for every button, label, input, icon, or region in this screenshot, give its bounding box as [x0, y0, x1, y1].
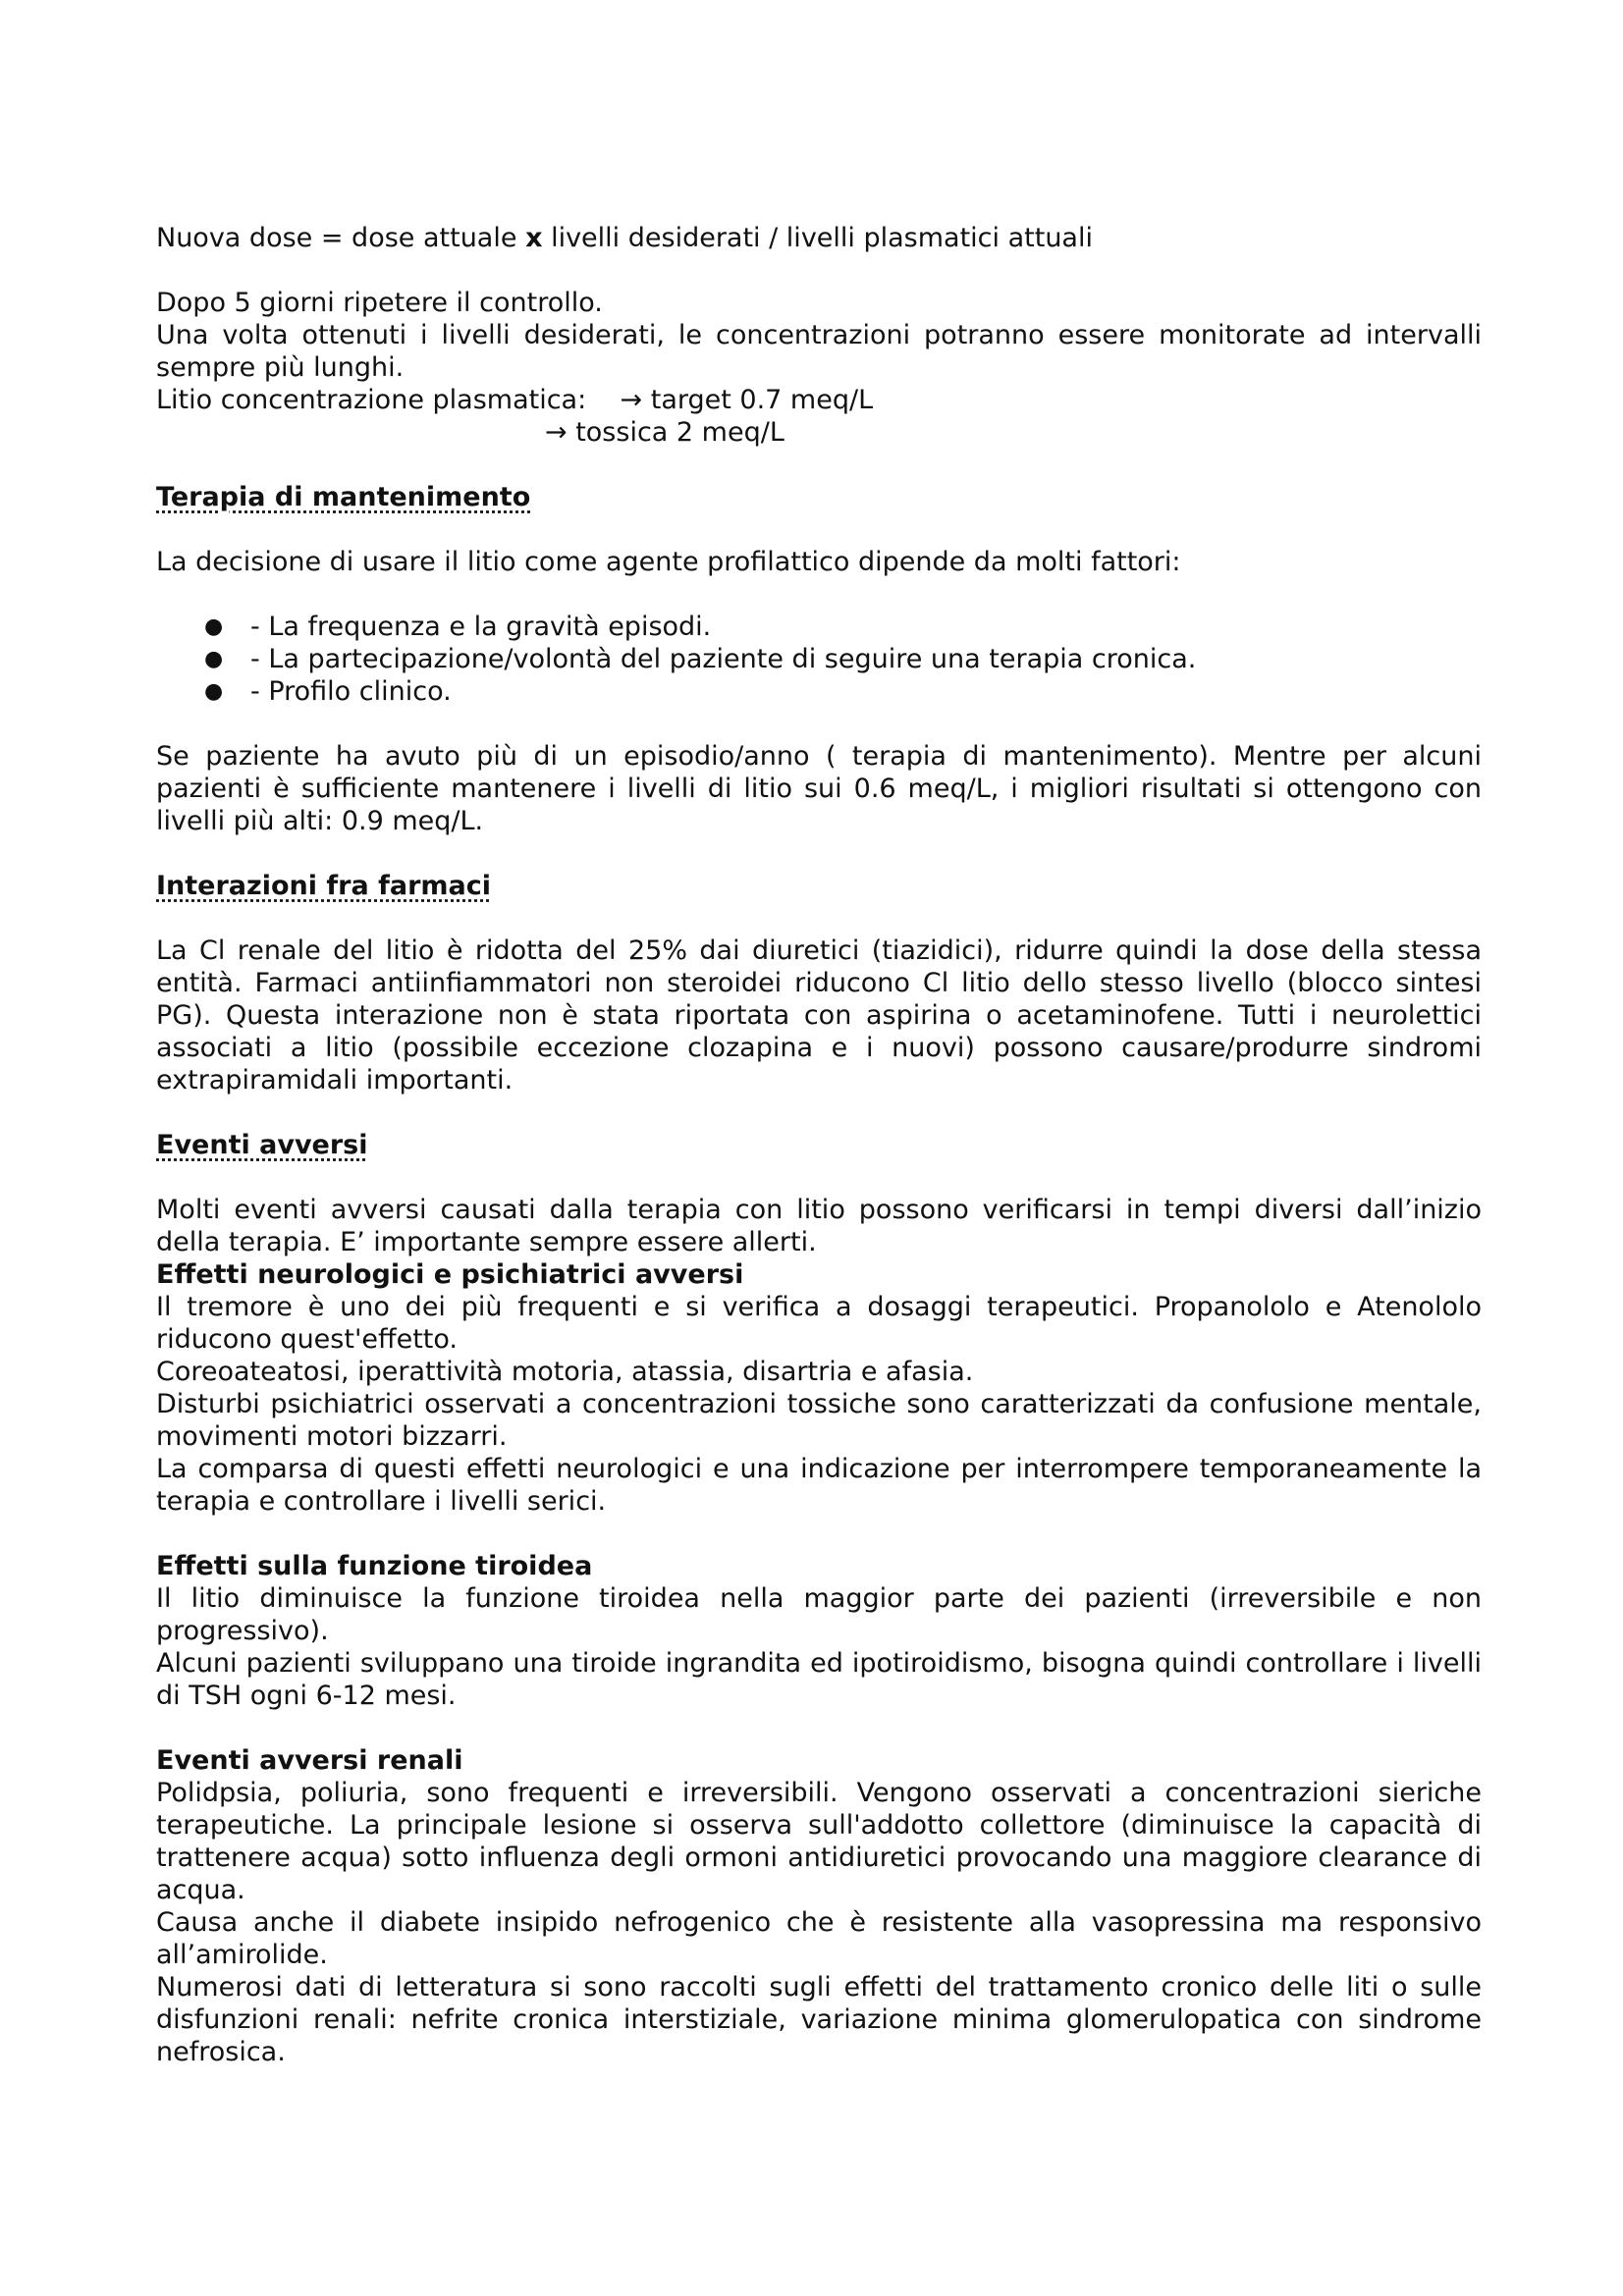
interactions-paragraph: La Cl renale del litio è ridotta del 25% dai diuretici (tiazidici), ridurre quindi la dose della stessa entità. Farmaci antiinfiammatori non steroidei riducono Cl litio dello stesso livello (blocco sintesi PG). Questa interazione non è stata riportata con aspirina o acetaminofene. Tutti i neurolettici associati a litio (possibile eccezione clozapina e i nuovi) possono causare/produrre sindromi extrapiramidali importanti.: [156, 935, 1482, 1095]
subheading-thyroid: Effetti sulla funzione tiroidea: [156, 1551, 593, 1581]
adverse-intro: Molti eventi avversi causati dalla terapia con litio possono verificarsi in tempi diversi dall’inizio della terapia. E’ importante sempre essere allerti.: [156, 1195, 1482, 1257]
maintenance-intro: La decisione di usare il litio come agente profilattico dipende da molti fattori:: [156, 547, 1181, 577]
list-item: ● - La frequenza e la gravità episodi.: [204, 612, 712, 642]
plasma-concentration-line: Litio concentrazione plasmatica: → target 0.7 meq/L: [156, 385, 874, 415]
list-item: ● - Profilo clinico.: [204, 676, 452, 707]
thyroid-line: Alcuni pazienti sviluppano una tiroide ingrandita ed ipotiroidismo, bisogna quindi controllare i livelli di TSH ogni 6-12 mesi.: [156, 1648, 1482, 1711]
document-page: [156, 222, 1482, 2068]
renal-line: Polidpsia, poliuria, sono frequenti e irreversibili. Vengono osservati a concentrazioni sieriche terapeutiche. La principale lesione si osserva sull'addotto collettore (diminuisce la capacità di trattenere acqua) sotto influenza degli ormoni antidiuretici provocando una maggiore clearance di acqua.: [156, 1778, 1482, 1905]
multiply-operator: x: [525, 223, 543, 253]
neuro-line: Disturbi psichiatrici osservati a concentrazioni tossiche sono caratterizzati da confusione mentale, movimenti motori bizzarri.: [156, 1389, 1482, 1452]
subheading-neuro: Effetti neurologici e psichiatrici avversi: [156, 1259, 744, 1290]
bullet-icon: ●: [204, 614, 224, 639]
bullet-icon: ●: [204, 679, 224, 704]
renal-line: Causa anche il diabete insipido nefrogenico che è resistente alla vasopressina ma responsivo all’amirolide.: [156, 1907, 1482, 1970]
intro-line: Una volta ottenuti i livelli desiderati, le concentrazioni potranno essere monitorate ad intervalli sempre più lunghi.: [156, 320, 1482, 383]
neuro-line: Coreoateatosi, iperattività motoria, atassia, disartria e afasia.: [156, 1357, 974, 1387]
factor-list: [156, 611, 1482, 708]
plasma-toxic: → tossica 2 meq/L: [545, 417, 784, 448]
plasma-target: → target 0.7 meq/L: [620, 385, 874, 415]
subheading-renal: Eventi avversi renali: [156, 1745, 463, 1776]
neuro-line: Il tremore è uno dei più frequenti e si verifica a dosaggi terapeutici. Propanololo e Atenololo riducono quest'effetto.: [156, 1292, 1482, 1355]
bullet-icon: ●: [204, 647, 224, 671]
list-item: ● - La partecipazione/volontà del paziente di seguire una terapia cronica.: [204, 644, 1197, 674]
maintenance-paragraph: Se paziente ha avuto più di un episodio/anno ( terapia di mantenimento). Mentre per alcuni pazienti è sufficiente mantenere i livelli di litio sui 0.6 meq/L, i migliori risultati si ottengono con livelli più alti: 0.9 meq/L.: [156, 741, 1482, 836]
neuro-line: La comparsa di questi effetti neurologici e una indicazione per interrompere temporaneamente la terapia e controllare i livelli serici.: [156, 1454, 1482, 1517]
heading-interactions: Interazioni fra farmaci: [156, 871, 491, 901]
thyroid-line: Il litio diminuisce la funzione tiroidea nella maggior parte dei pazienti (irreversibile e non progressivo).: [156, 1583, 1482, 1646]
dose-formula: Nuova dose = dose attuale x livelli desiderati / livelli plasmatici attuali: [156, 223, 1093, 253]
renal-line: Numerosi dati di letteratura si sono raccolti sugli effetti del trattamento cronico delle liti o sulle disfunzioni renali: nefrite cronica interstiziale, variazione minima glomerulopatica con sindrome nefrosica.: [156, 1972, 1482, 2067]
heading-adverse-events: Eventi avversi: [156, 1130, 368, 1160]
intro-line: Dopo 5 giorni ripetere il controllo.: [156, 288, 603, 318]
heading-maintenance: Terapia di mantenimento: [156, 482, 531, 512]
